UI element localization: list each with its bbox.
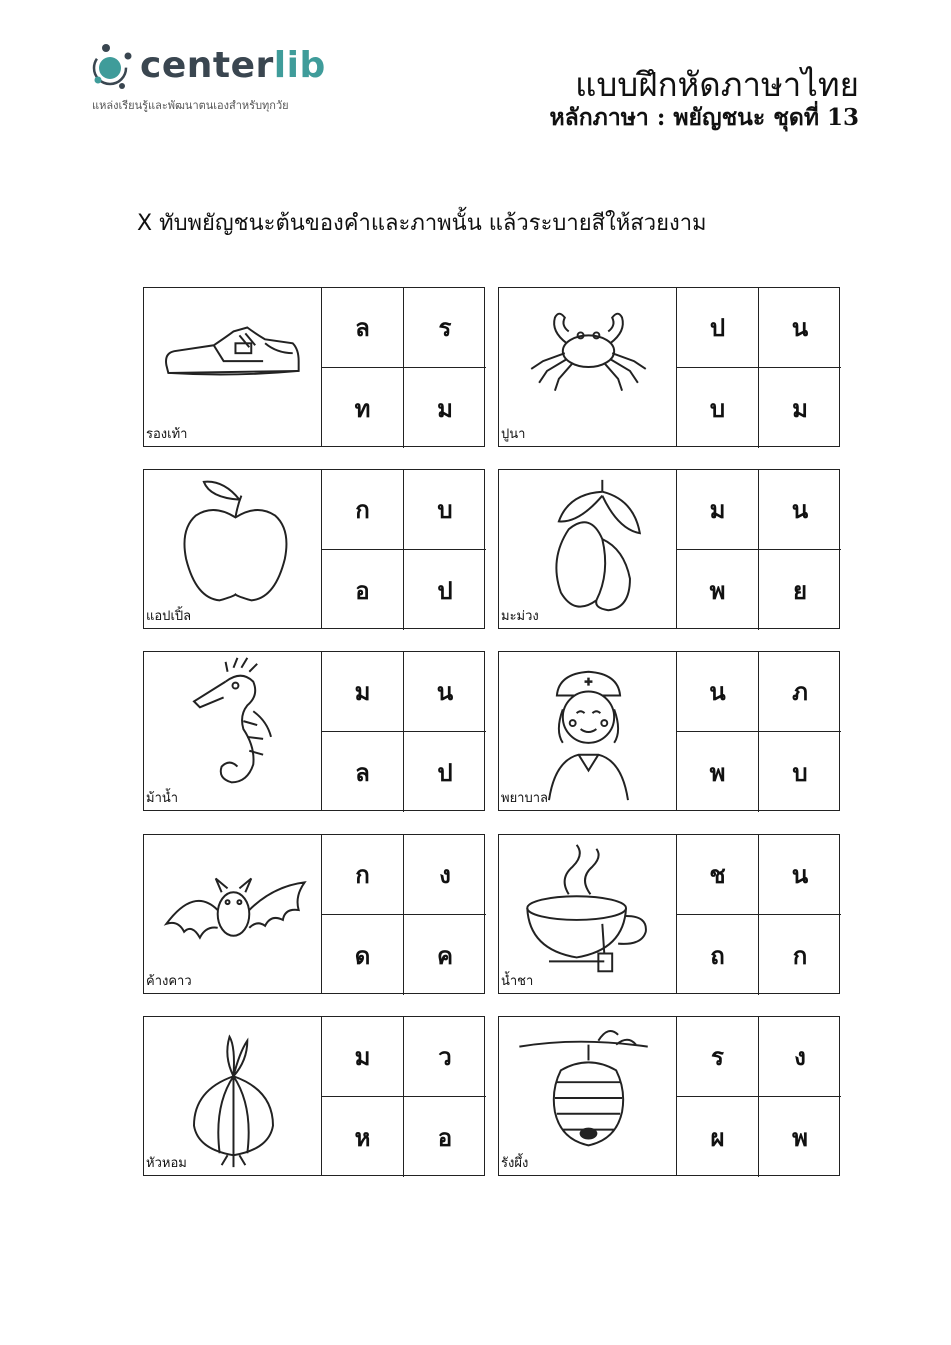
- exercise-card: [143, 287, 485, 447]
- letter-choice[interactable]: น: [677, 652, 759, 732]
- exercise-card: [143, 834, 485, 994]
- picture-caption: พยาบาล: [501, 791, 549, 806]
- letter-choice[interactable]: ก: [792, 941, 808, 970]
- exercise-card: [143, 469, 485, 629]
- picture-caption: รังผึ้ง: [501, 1156, 529, 1171]
- letter-choice[interactable]: ล: [322, 732, 404, 812]
- letter-choice[interactable]: พ: [792, 1123, 808, 1152]
- letter-choice[interactable]: ล: [322, 288, 404, 368]
- letter-choice[interactable]: ภ: [759, 652, 841, 732]
- letter-choice[interactable]: พ: [677, 550, 759, 630]
- picture-panel: [144, 470, 322, 628]
- letter-choice[interactable]: ร: [677, 1017, 759, 1097]
- letter-choice[interactable]: ป: [437, 576, 453, 605]
- letter-choice[interactable]: ป: [677, 288, 759, 368]
- picture-caption: หัวหอม: [146, 1156, 187, 1171]
- picture-caption: แอปเปิ้ล: [146, 609, 192, 624]
- picture-panel: [144, 835, 322, 993]
- page-title: แบบฝึกหัดภาษาไทย: [575, 65, 859, 104]
- letter-choice[interactable]: น: [759, 835, 841, 915]
- letter-choice[interactable]: พ: [677, 732, 759, 812]
- picture-caption: มะม่วง: [501, 609, 539, 624]
- letter-choice[interactable]: บ: [792, 758, 808, 787]
- letter-choice[interactable]: ช: [677, 835, 759, 915]
- letter-choice[interactable]: ห: [322, 1097, 404, 1177]
- picture-caption: รองเท้า: [146, 427, 188, 442]
- picture-caption: น้ำชา: [501, 974, 534, 989]
- letter-choice[interactable]: ม: [792, 394, 808, 423]
- letter-choice[interactable]: น: [759, 288, 841, 368]
- exercise-card: [143, 651, 485, 811]
- letter-choice[interactable]: บ: [404, 470, 486, 550]
- logo-mark-icon: [92, 42, 140, 94]
- letter-choice[interactable]: ม: [322, 652, 404, 732]
- letter-choice[interactable]: ค: [436, 941, 454, 970]
- page-subtitle: หลักภาษา : พยัญชนะ ชุดที่ 13: [549, 104, 859, 131]
- picture-panel: [499, 652, 677, 810]
- letter-choice[interactable]: ก: [322, 470, 404, 550]
- exercise-card: [498, 834, 840, 994]
- letter-choice[interactable]: ม: [437, 394, 453, 423]
- exercise-card: [498, 651, 840, 811]
- picture-panel: [144, 1017, 322, 1175]
- picture-panel: [499, 470, 677, 628]
- logo-word-center: center: [140, 45, 274, 86]
- picture-panel: [499, 835, 677, 993]
- letter-choice[interactable]: อ: [322, 550, 404, 630]
- logo-word-lib: lib: [273, 45, 326, 86]
- picture-caption: ม้าน้ำ: [146, 791, 179, 806]
- letter-choice[interactable]: น: [404, 652, 486, 732]
- letter-choice[interactable]: ม: [322, 1017, 404, 1097]
- letter-choice[interactable]: อ: [437, 1123, 453, 1152]
- crab-icon: [499, 288, 676, 446]
- letter-choice[interactable]: ท: [322, 368, 404, 448]
- picture-panel: [144, 288, 322, 446]
- picture-caption: ปูนา: [501, 427, 526, 442]
- letter-choice[interactable]: บ: [677, 368, 759, 448]
- letter-choice[interactable]: ด: [322, 915, 404, 995]
- letter-choice[interactable]: ย: [792, 576, 808, 605]
- letter-choice[interactable]: ม: [677, 470, 759, 550]
- letter-choice[interactable]: ถ: [677, 915, 759, 995]
- letter-choice[interactable]: ง: [404, 835, 486, 915]
- picture-panel: [499, 288, 677, 446]
- exercise-card: [498, 469, 840, 629]
- logo-wordmark: [140, 44, 326, 88]
- letter-choice[interactable]: ง: [759, 1017, 841, 1097]
- centerlib-logo: [92, 40, 352, 120]
- picture-panel: [499, 1017, 677, 1175]
- letter-choice[interactable]: ว: [404, 1017, 486, 1097]
- letter-choice[interactable]: ป: [437, 758, 453, 787]
- letter-choice[interactable]: ร: [404, 288, 486, 368]
- picture-panel: [144, 652, 322, 810]
- exercise-card: [143, 1016, 485, 1176]
- exercise-card: [498, 287, 840, 447]
- letter-choice[interactable]: ผ: [677, 1097, 759, 1177]
- letter-choice[interactable]: ก: [322, 835, 404, 915]
- letter-choice[interactable]: น: [759, 470, 841, 550]
- exercise-card: [498, 1016, 840, 1176]
- picture-caption: ค้างคาว: [146, 974, 192, 989]
- instruction-text: X ทับพยัญชนะต้นของคำและภาพนั้น แล้วระบายสีให้สวยงาม: [137, 211, 707, 236]
- logo-tagline: แหล่งเรียนรู้และพัฒนาตนเองสำหรับทุกวัย: [92, 99, 289, 112]
